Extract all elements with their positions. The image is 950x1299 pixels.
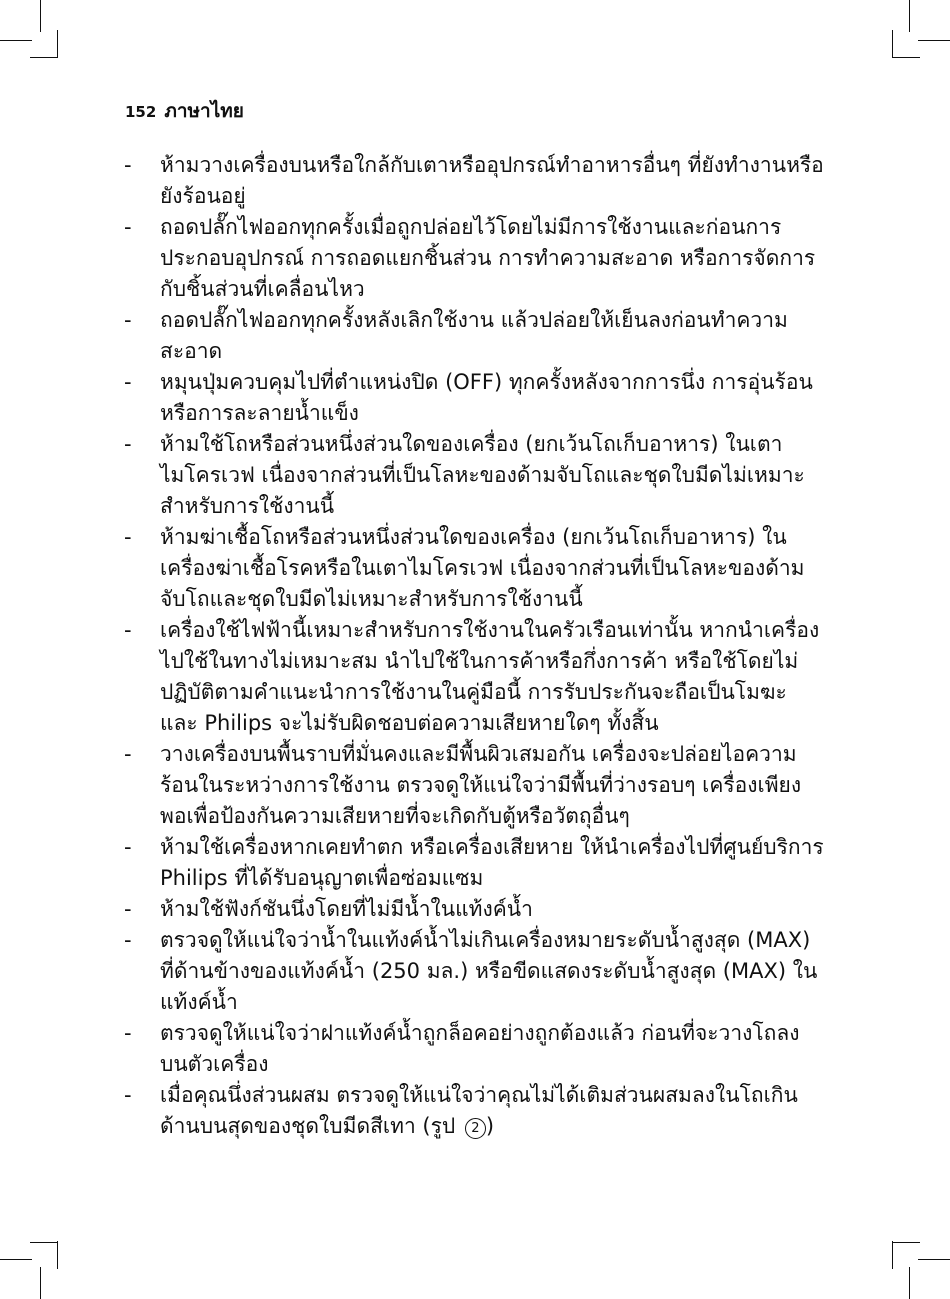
crop-mark	[909, 0, 910, 32]
closing-paren: )	[485, 1114, 495, 1138]
bullet-dash: -	[124, 1083, 132, 1107]
crop-mark	[892, 57, 920, 58]
safety-list	[124, 150, 824, 1142]
list-item	[124, 367, 824, 429]
list-item-text: ห้ามฆ่าเชื้อโถหรือส่วนหนึ่งส่วนใดของเครื่อง (ยกเว้นโถเก็บอาหาร) ในเครื่องฆ่าเชื้อโรคหรือในเตาไมโครเวฟ เนื่องจากส่วนที่เป็นโลหะของด้ามจับโถและชุดใบมีดไม่เหมาะสำหรับการใช้งานนี้	[160, 525, 805, 611]
list-item	[124, 925, 824, 1018]
list-item-text: เครื่องใช้ไฟฟ้านี้เหมาะสำหรับการใช้งานในครัวเรือนเท่านั้น หากนำเครื่องไปใช้ในทางไม่เหมาะสม นำไปใช้ในการค้าหรือกึ่งการค้า หรือใช้โดยไม่ปฏิบัติตามคำแนะนำการใช้งานในคู่มือนี้ การรับประกันจะถือเป็นโมฆะและ Philips จะไม่รับผิดชอบต่อความเสียหายใดๆ ทั้งสิ้น	[160, 618, 820, 735]
crop-mark	[892, 30, 893, 58]
list-item	[124, 832, 824, 894]
list-item-text: ตรวจดูให้แน่ใจว่าน้ำในแท้งค์น้ำไม่เกินเครื่องหมายระดับน้ำสูงสุด (MAX) ที่ด้านข้างของแท้งค์น้ำ (250 มล.) หรือขีดแสดงระดับน้ำสูงสุด (MAX) ในแท้งค์น้ำ	[160, 928, 818, 1014]
page-number: 152	[125, 103, 157, 121]
crop-mark	[40, 1267, 41, 1299]
bullet-dash: -	[124, 928, 132, 952]
bullet-dash: -	[124, 525, 132, 549]
list-item	[124, 150, 824, 212]
crop-mark	[892, 1241, 893, 1269]
list-item-text: ตรวจดูให้แน่ใจว่าฝาแท้งค์น้ำถูกล็อคอย่างถูกต้องแล้ว ก่อนที่จะวางโถลงบนตัวเครื่อง	[160, 1021, 800, 1076]
list-item	[124, 894, 824, 925]
bullet-dash: -	[124, 897, 132, 921]
list-item-text: ห้ามใช้เครื่องหากเคยทำตก หรือเครื่องเสียหาย ให้นำเครื่องไปที่ศูนย์บริการ Philips ที่ได้รับอนุญาตเพื่อซ่อมแซม	[160, 835, 824, 890]
crop-mark	[918, 1259, 950, 1260]
bullet-dash: -	[124, 153, 132, 177]
list-item-text: ห้ามใช้ฟังก์ชันนึ่งโดยที่ไม่มีน้ำในแท้งค์น้ำ	[160, 897, 533, 921]
list-item	[124, 739, 824, 832]
bullet-dash: -	[124, 618, 132, 642]
crop-mark	[30, 57, 58, 58]
list-item-text: ห้ามใช้โถหรือส่วนหนึ่งส่วนใดของเครื่อง (ยกเว้นโถเก็บอาหาร) ในเตาไมโครเวฟ เนื่องจากส่วนที่เป็นโลหะของด้ามจับโถและชุดใบมีดไม่เหมาะสำหรับการใช้งานนี้	[160, 432, 805, 518]
bullet-dash: -	[124, 1021, 132, 1045]
list-item-text: วางเครื่องบนพื้นราบที่มั่นคงและมีพื้นผิวเสมอกัน เครื่องจะปล่อยไอความร้อนในระหว่างการใช้งาน ตรวจดูให้แน่ใจว่ามีพื้นที่ว่างรอบๆ เครื่องเพียงพอเพื่อป้องกันความเสียหายที่จะเกิดกับตู้หรือวัตถุอื่นๆ	[160, 742, 802, 828]
list-item	[124, 305, 824, 367]
crop-mark	[57, 1241, 58, 1269]
crop-mark	[892, 1242, 920, 1243]
list-item	[124, 1018, 824, 1080]
crop-mark	[40, 0, 41, 32]
list-item-text: เมื่อคุณนึ่งส่วนผสม ตรวจดูให้แน่ใจว่าคุณไม่ได้เติมส่วนผสมลงในโถเกินด้านบนสุดของชุดใบมีดสีเทา (รูป	[160, 1083, 798, 1138]
crop-mark	[0, 40, 32, 41]
list-item	[124, 212, 824, 305]
list-item-text: ถอดปลั๊กไฟออกทุกครั้งเมื่อถูกปล่อยไว้โดยไม่มีการใช้งานและก่อนการประกอบอุปกรณ์ การถอดแยกชิ้นส่วน การทำความสะอาด หรือการจัดการกับชิ้นส่วนที่เคลื่อนไหว	[160, 215, 816, 301]
bullet-dash: -	[124, 215, 132, 239]
crop-mark	[918, 40, 950, 41]
list-item	[124, 615, 824, 739]
crop-mark	[909, 1267, 910, 1299]
figure-ref-badge: 2	[465, 1118, 486, 1139]
bullet-dash: -	[124, 835, 132, 859]
list-item	[124, 522, 824, 615]
list-item-text: ห้ามวางเครื่องบนหรือใกล้กับเตาหรืออุปกรณ์ทำอาหารอื่นๆ ที่ยังทำงานหรือยังร้อนอยู่	[160, 153, 824, 208]
list-item	[124, 1080, 824, 1142]
bullet-dash: -	[124, 742, 132, 766]
page-header	[125, 96, 244, 126]
list-item-text: หมุนปุ่มควบคุมไปที่ตำแหน่งปิด (OFF) ทุกครั้งหลังจากการนึ่ง การอุ่นร้อน หรือการละลายน้ำแข็ง	[160, 370, 813, 425]
list-item-text: ถอดปลั๊กไฟออกทุกครั้งหลังเลิกใช้งาน แล้วปล่อยให้เย็นลงก่อนทำความสะอาด	[160, 308, 788, 363]
section-title: ภาษาไทย	[164, 100, 244, 122]
bullet-dash: -	[124, 308, 132, 332]
crop-mark	[0, 1259, 32, 1260]
list-item	[124, 429, 824, 522]
bullet-dash: -	[124, 370, 132, 394]
crop-mark	[30, 1242, 58, 1243]
crop-mark	[57, 30, 58, 58]
bullet-dash: -	[124, 432, 132, 456]
